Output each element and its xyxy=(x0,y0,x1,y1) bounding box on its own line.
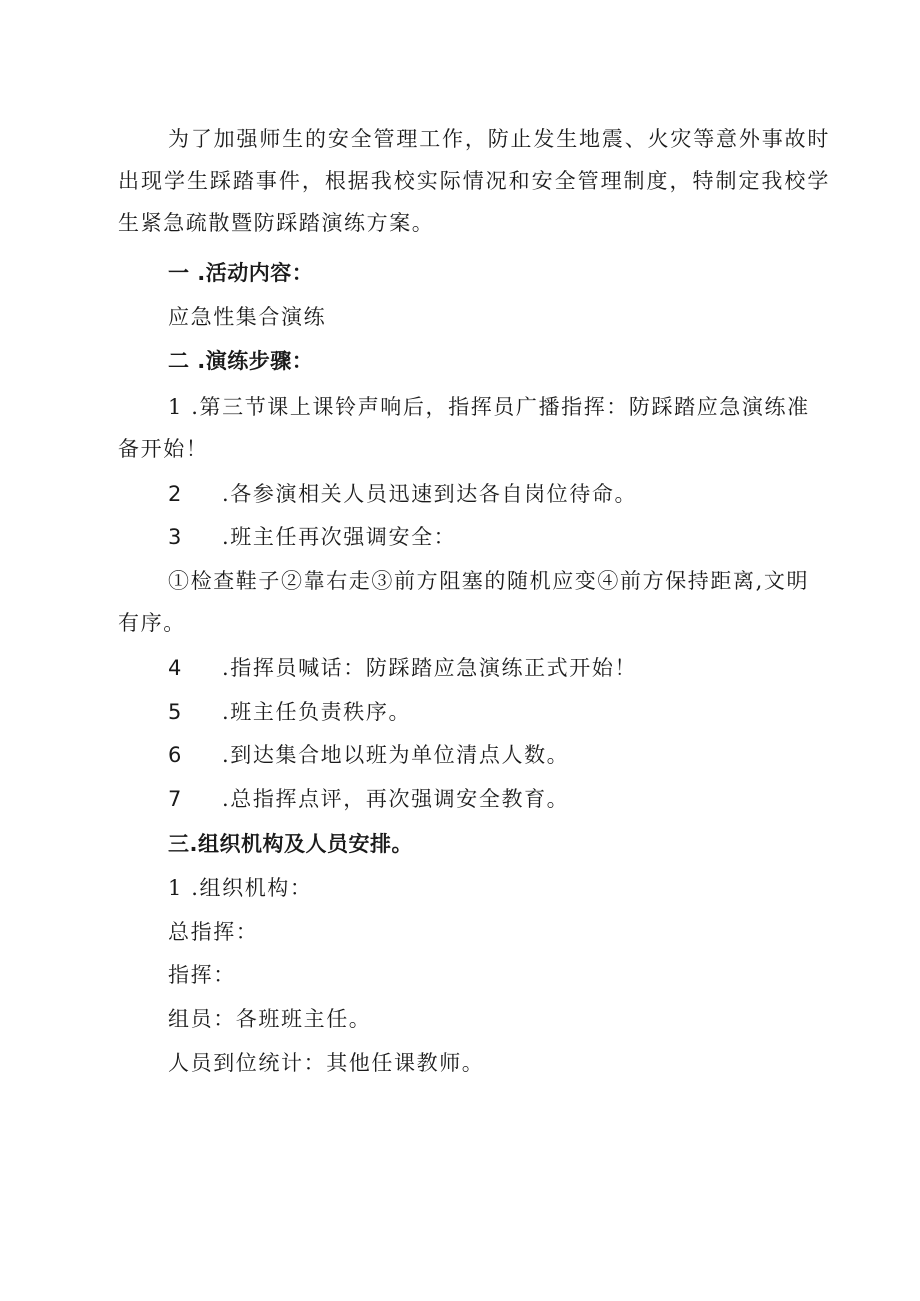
step-4-number: 4 xyxy=(168,656,183,680)
section-1-content: 应急性集合演练 xyxy=(168,305,327,329)
step-3-detail: ①检查鞋子②靠右走③前方阻塞的随机应变④前方保持距离,文明有序。 xyxy=(118,569,810,635)
step-1: 1 .第三节课上课铃声响后，指挥员广播指挥：防踩踏应急演练准备开始！ xyxy=(118,395,810,461)
intro-paragraph: 为了加强师生的安全管理工作，防止发生地震、火灾等意外事故时出现学生踩踏事件，根据我校实际情况和安全管理制度，特制定我校学生紧急疏散暨防踩踏演练方案。 xyxy=(118,127,830,235)
step-3 xyxy=(168,522,456,552)
step-5-text: .班主任负责秩序。 xyxy=(222,700,412,724)
step-2-text: .各参演相关人员迅速到达各自岗位待命。 xyxy=(222,482,638,506)
step-3-text: .班主任再次强调安全： xyxy=(222,525,457,549)
step-3-number: 3 xyxy=(168,525,183,549)
step-5 xyxy=(168,697,411,727)
section-1-heading: 一 .活动内容： xyxy=(168,261,314,285)
section-2-heading: 二 .演练步骤： xyxy=(168,349,314,373)
step-4 xyxy=(168,653,637,683)
section-3-sub-1: 1 .组织机构： xyxy=(168,876,313,900)
step-7-text: .总指挥点评，再次强调安全教育。 xyxy=(222,787,570,811)
step-2 xyxy=(168,479,637,509)
director-line: 指挥： xyxy=(168,963,236,987)
step-6-number: 6 xyxy=(168,743,183,767)
step-7-number: 7 xyxy=(168,787,183,811)
step-2-number: 2 xyxy=(168,482,183,506)
step-7 xyxy=(168,784,569,814)
step-5-number: 5 xyxy=(168,700,183,724)
members-line: 组员：各班班主任。 xyxy=(168,1007,372,1031)
step-4-text: .指挥员喊话：防踩踏应急演练正式开始！ xyxy=(222,656,638,680)
step-6-text: .到达集合地以班为单位清点人数。 xyxy=(222,743,570,767)
commander-line: 总指挥： xyxy=(168,920,259,944)
section-3-heading: 三.组织机构及人员安排。 xyxy=(168,832,413,856)
attendance-line: 人员到位统计：其他任课教师。 xyxy=(168,1051,485,1075)
step-6 xyxy=(168,740,569,770)
